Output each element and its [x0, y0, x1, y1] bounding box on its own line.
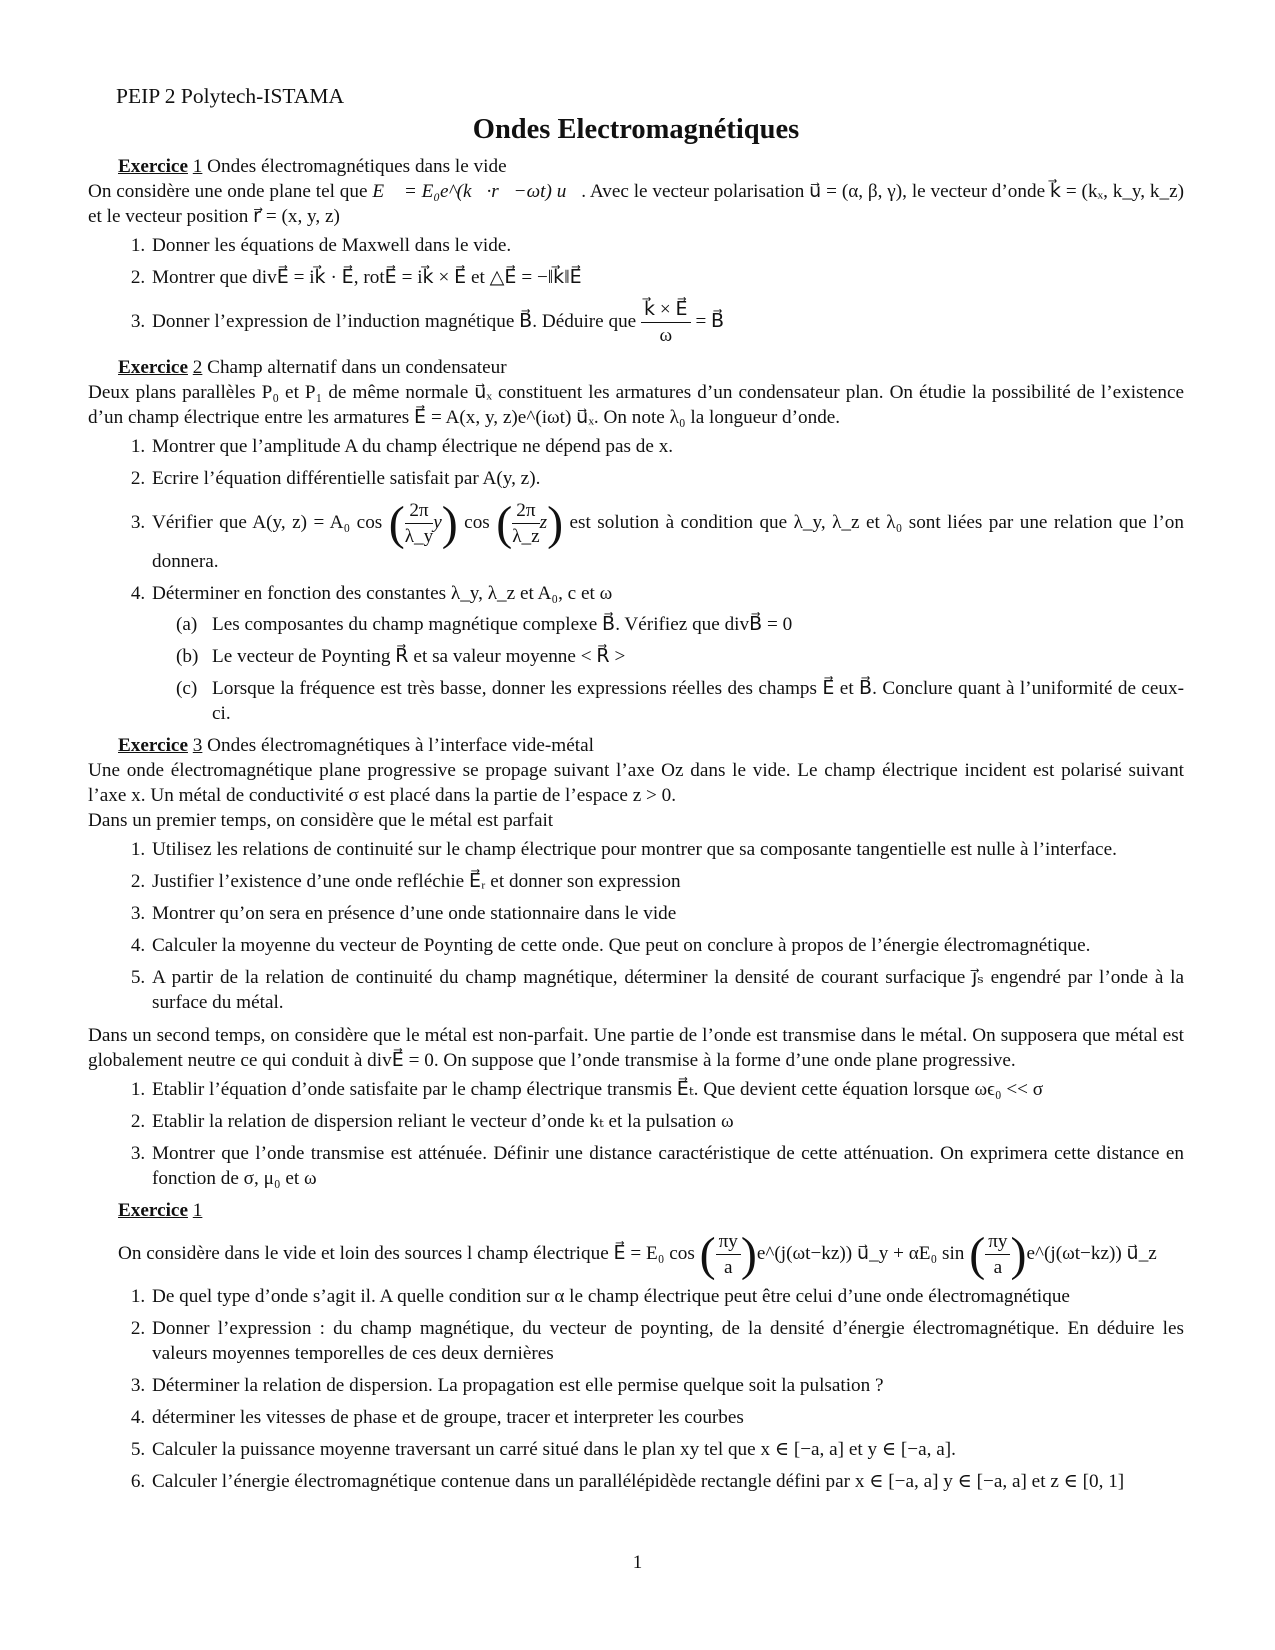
fraction-denominator: λ_z: [512, 526, 540, 547]
exercise-3-intro-3: Dans un second temps, on considère que le métal est non-parfait. Une partie de l’onde est transmise dans le métal. On supposera que métal est globalement neutre ce qui conduit à divE⃗ = 0. On suppose que l’onde transmise à la forme d’une onde plane progressive.: [88, 1025, 1184, 1071]
fraction: [716, 1229, 741, 1280]
exercise-2-heading: [118, 355, 1184, 380]
sub-question-item: [176, 644, 1184, 669]
question-item: 1. Montrer que l’amplitude A du champ électrique ne dépend pas de x.: [150, 434, 1184, 459]
exercise-2-intro: Deux plans parallèles P₀ et P₁ de même normale u⃗ₓ constituent les armatures d’un condensateur plan. On étudie la possibilité de l’existence d’un champ électrique entre les armatures E⃗ = A(x, y, z)e^(iωt) u⃗ₓ. On note λ₀ la longueur d’onde.: [88, 382, 1184, 428]
exercise-2-questions: [88, 434, 1184, 726]
question-item: 2. Montrer que divE⃗ = ik⃗ · E⃗, rotE⃗ = ik⃗ × E⃗ et △E⃗ = −‖k⃗‖E⃗: [150, 265, 1184, 290]
exercise-label: Exercice: [118, 357, 188, 378]
exercise-number: 1: [192, 1200, 203, 1221]
fraction: [985, 1229, 1010, 1280]
fraction-denominator: λ_y: [404, 526, 434, 547]
question-item: 4. déterminer les vitesses de phase et de groupe, tracer et interpreter les courbes: [150, 1405, 1184, 1430]
exercise-title: Champ alternatif dans un condensateur: [207, 357, 507, 378]
fraction-denominator: a: [724, 1257, 733, 1278]
question-item: 1. Etablir l’équation d’onde satisfaite par le champ électrique transmis E⃗ₜ. Que devient cette équation lorsque ωϵ₀ << σ: [150, 1077, 1184, 1102]
exercise-number: 1: [192, 156, 203, 177]
question-item: 1. De quel type d’onde s’agit il. A quelle condition sur α le champ électrique peut être celui d’une onde électromagnétique: [150, 1284, 1184, 1309]
exercise-3-heading: [118, 733, 1184, 758]
sub-text: Lorsque la fréquence est très basse, donner les expressions réelles des champs E⃗ et B⃗. Conclure quant à l’uniformité de ceux-ci.: [212, 678, 1184, 724]
question-item: 5. A partir de la relation de continuité du champ magnétique, déterminer la densité de courant surfacique j⃗ₛ engendré par l’onde à la surface du métal.: [150, 965, 1184, 1015]
question-item: 5. Calculer la puissance moyenne traversant un carré situé dans le plan xy tel que x ∈ [−a, a] et y ∈ [−a, a].: [150, 1437, 1184, 1462]
question-item: 3. Montrer qu’on sera en présence d’une onde stationnaire dans le vide: [150, 901, 1184, 926]
sub-questions: [152, 612, 1184, 726]
exercise-title: Ondes électromagnétiques à l’interface vide-métal: [207, 735, 594, 756]
question-item: 2. Etablir la relation de dispersion reliant le vecteur d’onde kₜ et la pulsation ω: [150, 1109, 1184, 1134]
fraction: [405, 498, 434, 549]
variable: y: [433, 511, 442, 533]
cos-text: cos: [464, 511, 490, 533]
intro-text-2: e^(j(ωt−kz)) u⃗_y + αE₀ sin: [756, 1242, 965, 1264]
sub-question-item: [176, 612, 1184, 637]
exercise-3-intro: Une onde électromagnétique plane progressive se propage suivant l’axe Oz dans le vide. Le champ électrique incident est polarisé suivant l’axe x. Un métal de conductivité σ est placé dans la partie de l’espace z > 0.: [88, 760, 1184, 806]
question-text: Donner l’expression de l’induction magnétique B⃗. Déduire que: [152, 310, 637, 332]
question-item: 2. Ecrire l’équation différentielle satisfait par A(y, z).: [150, 466, 1184, 491]
fraction: [512, 498, 539, 549]
exercise-1-questions: [88, 233, 1184, 348]
fraction-numerator: 2π: [512, 498, 539, 524]
question-text: Vérifier que A(y, z) = A₀ cos: [152, 511, 383, 533]
sub-label: (c): [176, 678, 198, 699]
question-text-2: est solution à condition que λ_y, λ_z et λ₀ sont liées par une relation que l’on donnera.: [152, 511, 1184, 572]
fraction-numerator: 2π: [405, 498, 434, 524]
document-page: [88, 84, 1184, 1501]
sub-text: Les composantes du champ magnétique complexe B⃗. Vérifiez que divB⃗ = 0: [212, 614, 793, 635]
sub-question-item: [176, 676, 1184, 726]
exercise-title: Ondes électromagnétiques dans le vide: [207, 156, 507, 177]
sub-text: Le vecteur de Poynting R⃗ et sa valeur moyenne < R⃗ >: [212, 646, 626, 667]
fraction: [641, 297, 691, 348]
equation-rhs: = B⃗: [695, 310, 725, 332]
exercise-3-intro-2: Dans un premier temps, on considère que le métal est parfait: [88, 810, 554, 831]
fraction-numerator: πy: [716, 1229, 741, 1255]
question-item: [150, 297, 1184, 348]
page-number: 1: [632, 1552, 643, 1573]
fraction-denominator: ω: [659, 325, 673, 346]
exercise-number: 2: [192, 357, 203, 378]
intro-text-2: . Avec le vecteur polarisation u⃗ = (α, β, γ), le vecteur d’onde k⃗ = (kₓ, k_y, k_z) et le vecteur position r⃗ = (x, y, z): [88, 181, 1185, 227]
exercise-label: Exercice: [118, 1200, 188, 1221]
question-item: 4. Calculer la moyenne du vecteur de Poynting de cette onde. Que peut on conclure à propos de l’énergie électromagnétique.: [150, 933, 1184, 958]
question-item: 2. Donner l’expression : du champ magnétique, du vecteur de poynting, de la densité d’énergie électromagnétique. En déduire les valeurs moyennes temporelles de ces deux dernières: [150, 1316, 1184, 1366]
question-item: 3. Vérifier que A(y, z) = A₀ cos ( $\frac{2\pi}{\lambda\_y}$ y) cos ( $\frac{2\pi}{\lambda\_z}$ z) est solution à condition que λ_y, λ_z et λ₀ sont liées par une relation que l’on donnera.: [150, 498, 1184, 574]
exercise-1-intro: [88, 179, 1184, 229]
fraction-denominator: a: [993, 1257, 1003, 1278]
exercise-4-questions: [88, 1284, 1184, 1494]
question-item: 1. Utilisez les relations de continuité sur le champ électrique pour montrer que sa composante tangentielle est nulle à l’interface.: [150, 837, 1184, 862]
exercise-1-heading: [118, 154, 1184, 179]
fraction-numerator: πy: [985, 1229, 1010, 1255]
question-item: 1. Donner les équations de Maxwell dans le vide.: [150, 233, 1184, 258]
question-item: 3. Déterminer la relation de dispersion. La propagation est elle permise quelque soit la pulsation ?: [150, 1373, 1184, 1398]
exercise-4-heading: [118, 1198, 1184, 1223]
exercise-label: Exercice: [118, 156, 188, 177]
wave-equation: E⃗ = E₀e^(k⃗·r⃗−ωt) u⃗: [372, 181, 582, 202]
question-item: 3. Montrer que l’onde transmise est atténuée. Définir une distance caractéristique de cette atténuation. On exprimera cette distance en fonction de σ, μ₀ et ω: [150, 1141, 1184, 1191]
intro-text: On considère une onde plane tel que: [88, 181, 368, 202]
sub-label: (b): [176, 646, 199, 667]
intro-text-3: e^(j(ωt−kz)) u⃗_z: [1026, 1242, 1157, 1264]
question-item: [150, 581, 1184, 726]
question-text: Déterminer en fonction des constantes λ_y, λ_z et A₀, c et ω: [152, 583, 613, 604]
intro-text: On considère dans le vide et loin des sources l champ électrique E⃗ = E₀ cos: [118, 1242, 695, 1264]
variable: z: [539, 511, 548, 533]
document-title: Ondes Electromagnétiques: [472, 114, 800, 145]
exercise-4-intro: On considère dans le vide et loin des sources l champ électrique E⃗ = E₀ cos ( $\frac{\pi y}{a}$ )e^(j(ωt−kz)) u⃗_y + αE₀ sin ( $\frac{\pi y}{a}$ )e^(j(ωt−kz)) u⃗_z: [118, 1228, 1157, 1281]
exercise-3-questions-part1: [88, 837, 1184, 1015]
course-header: PEIP 2 Polytech-ISTAMA: [116, 84, 345, 108]
fraction-numerator: k⃗ × E⃗: [641, 297, 691, 323]
exercise-number: 3: [192, 735, 203, 756]
exercise-label: Exercice: [118, 735, 188, 756]
question-item: 2. Justifier l’existence d’une onde refléchie E⃗ᵣ et donner son expression: [150, 869, 1184, 894]
sub-label: (a): [176, 614, 198, 635]
question-item: 6. Calculer l’énergie électromagnétique contenue dans un parallélépidède rectangle défini par x ∈ [−a, a] y ∈ [−a, a] et z ∈ [0, 1]: [150, 1469, 1184, 1494]
exercise-3-questions-part2: [88, 1077, 1184, 1191]
